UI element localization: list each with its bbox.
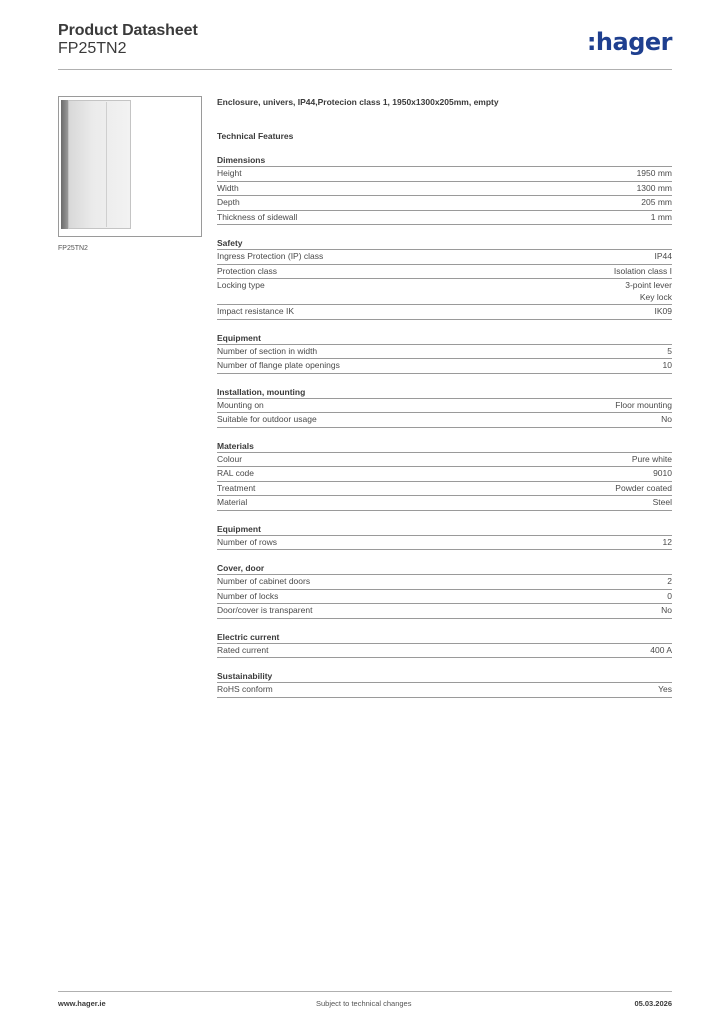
spec-value-line: Yes — [658, 684, 672, 694]
spec-row — [217, 467, 672, 482]
spec-value-line: 2 — [667, 576, 672, 586]
spec-label: Locking type — [217, 280, 265, 290]
spec-value — [667, 346, 672, 358]
footer-divider — [58, 991, 672, 992]
spec-value-line: IP44 — [654, 251, 672, 261]
product-image — [58, 96, 202, 237]
spec-value — [625, 280, 672, 303]
technical-features-title: Technical Features — [217, 131, 294, 141]
specifications — [217, 96, 672, 698]
spec-sections — [217, 154, 672, 698]
spec-label: Number of section in width — [217, 345, 318, 356]
logo-text: hager — [595, 28, 672, 56]
spec-value — [614, 266, 672, 278]
spec-label: Rated current — [217, 644, 269, 655]
spec-value-line: 205 mm — [641, 197, 672, 207]
spec-value — [632, 454, 672, 466]
spec-label: Material — [217, 497, 248, 507]
spec-label: Impact resistance IK — [217, 306, 295, 316]
spec-value — [637, 168, 672, 180]
footer-website: www.hager.ie — [58, 999, 106, 1008]
section-title: Dimensions — [217, 154, 672, 167]
spec-value — [650, 645, 672, 657]
spec-value-line: 1300 mm — [636, 182, 672, 193]
spec-label: Ingress Protection (IP) class — [217, 251, 324, 261]
spec-row — [217, 683, 672, 698]
logo-prefix: : — [586, 28, 596, 56]
spec-value-line: Key lock — [639, 291, 672, 302]
spec-label: RAL code — [217, 468, 255, 478]
spec-label: RoHS conform — [217, 684, 273, 694]
spec-label: Thickness of sidewall — [217, 211, 298, 222]
spec-row — [217, 575, 672, 590]
spec-row — [217, 453, 672, 468]
spec-row — [217, 399, 672, 414]
spec-label: Colour — [217, 453, 243, 464]
spec-label: Height — [217, 168, 242, 178]
product-description: Enclosure, univers, IP44,Protecion class 1, 1950x1300x205mm, empty — [217, 97, 499, 107]
spec-section — [217, 440, 672, 511]
spec-row — [217, 265, 672, 280]
spec-value-line: Isolation class I — [613, 265, 672, 276]
spec-value-line: Powder coated — [615, 482, 672, 493]
spec-value-line: 0 — [667, 590, 672, 601]
spec-value — [658, 684, 672, 696]
section-title: Equipment — [217, 332, 672, 345]
enclosure-image — [61, 100, 131, 229]
spec-section — [217, 631, 672, 659]
spec-section — [217, 386, 672, 428]
spec-row — [217, 413, 672, 428]
spec-label: Number of flange plate openings — [217, 360, 340, 370]
section-title: Equipment — [217, 523, 672, 536]
spec-label: Mounting on — [217, 399, 264, 410]
spec-value-line: 12 — [662, 536, 672, 547]
spec-label: Suitable for outdoor usage — [217, 414, 317, 424]
header-divider — [58, 69, 672, 70]
spec-row — [217, 305, 672, 320]
spec-section — [217, 332, 672, 374]
spec-row — [217, 196, 672, 211]
spec-value-line: Pure white — [631, 453, 672, 464]
spec-value-line: 1 mm — [650, 211, 672, 222]
spec-value — [667, 576, 672, 588]
spec-value-line: 9010 — [653, 468, 672, 478]
section-title: Installation, mounting — [217, 386, 672, 399]
spec-value-line: Steel — [652, 497, 672, 507]
spec-value — [663, 537, 672, 549]
spec-label: Door/cover is transparent — [217, 605, 313, 615]
spec-section — [217, 237, 672, 320]
spec-value — [653, 497, 672, 509]
spec-row — [217, 279, 672, 305]
spec-label: Number of rows — [217, 536, 277, 547]
spec-row — [217, 644, 672, 659]
spec-value — [663, 360, 672, 372]
spec-value — [653, 468, 672, 480]
spec-label: Number of cabinet doors — [217, 576, 311, 586]
spec-value-line: 10 — [662, 360, 672, 370]
spec-section — [217, 154, 672, 225]
spec-value-line: 5 — [667, 345, 672, 356]
spec-value — [615, 400, 672, 412]
spec-row — [217, 496, 672, 511]
spec-value-line: No — [661, 414, 672, 424]
image-caption: FP25TN2 — [58, 245, 88, 252]
spec-row — [217, 211, 672, 226]
spec-row — [217, 604, 672, 619]
section-title: Cover, door — [217, 562, 672, 575]
section-title: Safety — [217, 237, 672, 250]
hager-logo — [587, 28, 672, 56]
section-title: Sustainability — [217, 670, 672, 683]
spec-value-line: IK09 — [654, 306, 672, 316]
spec-value — [655, 306, 673, 318]
spec-row — [217, 590, 672, 605]
spec-section — [217, 562, 672, 619]
product-code: FP25TN2 — [58, 40, 127, 57]
spec-row — [217, 182, 672, 197]
spec-label: Depth — [217, 197, 240, 207]
section-title: Electric current — [217, 631, 672, 644]
spec-value — [667, 591, 672, 603]
spec-label: Protection class — [217, 265, 277, 276]
spec-row — [217, 167, 672, 182]
document-title: Product Datasheet — [58, 22, 198, 39]
spec-value — [637, 183, 672, 195]
spec-value — [661, 605, 672, 617]
section-title: Materials — [217, 440, 672, 453]
spec-value — [661, 414, 672, 426]
spec-row — [217, 482, 672, 497]
spec-section — [217, 670, 672, 698]
spec-row — [217, 345, 672, 360]
footer-date: 05.03.2026 — [634, 999, 672, 1008]
page-header — [58, 22, 672, 70]
spec-label: Width — [217, 182, 239, 193]
spec-section — [217, 523, 672, 551]
spec-value-line: Floor mounting — [615, 399, 672, 410]
spec-value — [615, 483, 672, 495]
spec-value — [651, 212, 672, 224]
spec-label: Treatment — [217, 482, 256, 493]
footer-notice: Subject to technical changes — [316, 999, 412, 1008]
spec-label: Number of locks — [217, 590, 279, 601]
spec-value-line: No — [661, 605, 672, 615]
spec-row — [217, 250, 672, 265]
spec-value-line: 400 A — [650, 644, 672, 655]
spec-value-line: 3-point lever — [625, 280, 672, 290]
spec-value — [655, 251, 673, 263]
spec-row — [217, 359, 672, 374]
spec-row — [217, 536, 672, 551]
spec-value — [641, 197, 672, 209]
spec-value-line: 1950 mm — [636, 168, 672, 178]
